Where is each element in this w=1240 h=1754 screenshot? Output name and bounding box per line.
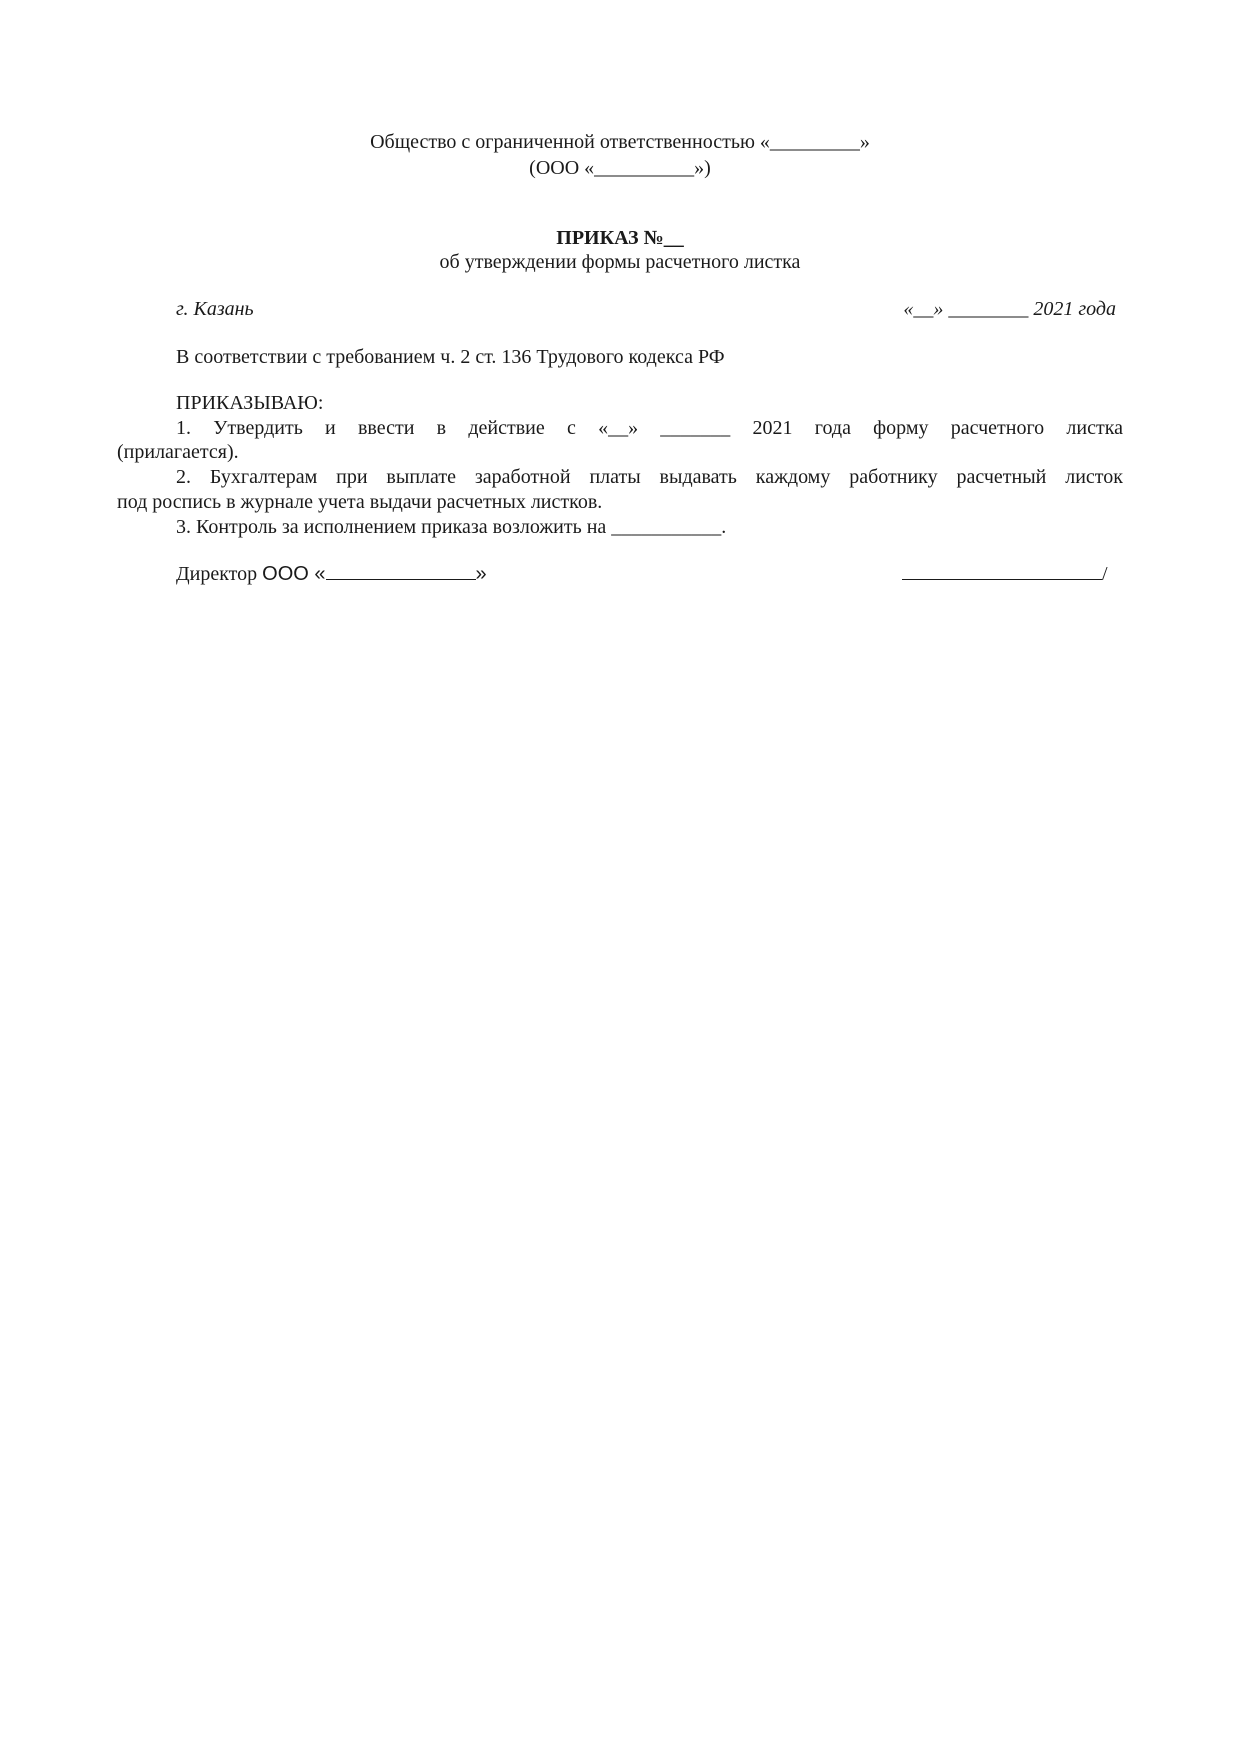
order-date: «__» ________ 2021 года bbox=[903, 298, 1116, 320]
item-1-line-2: (прилагается). bbox=[117, 441, 239, 463]
director-org: ООО « bbox=[262, 563, 326, 585]
item-2-line-2: под роспись в журнале учета выдачи расчетных листков. bbox=[117, 491, 603, 513]
org-short-name: (ООО «__________») bbox=[529, 157, 711, 179]
signature-line bbox=[902, 559, 1108, 587]
director-signature-label bbox=[176, 559, 487, 587]
org-name-blank bbox=[326, 559, 476, 580]
item-2-line-1: 2. Бухгалтерам при выплате заработной платы выдавать каждому работнику расчетный листок bbox=[176, 466, 1123, 488]
item-3: 3. Контроль за исполнением приказа возложить на ___________. bbox=[176, 516, 727, 538]
director-org-close: » bbox=[475, 563, 487, 585]
org-full-name: Общество с ограниченной ответственностью «_________» bbox=[370, 131, 870, 153]
director-title: Директор bbox=[176, 563, 263, 585]
legal-basis: В соответствии с требованием ч. 2 ст. 136 Трудового кодекса РФ bbox=[176, 346, 725, 368]
order-subject: об утверждении формы расчетного листка bbox=[439, 251, 801, 273]
item-1-line-1: 1. Утвердить и ввести в действие с «__» _______ 2021 года форму расчетного листка bbox=[176, 417, 1123, 439]
order-title: ПРИКАЗ №__ bbox=[556, 227, 684, 249]
signature-blank bbox=[902, 559, 1102, 580]
order-word: ПРИКАЗЫВАЮ: bbox=[176, 392, 324, 414]
signature-slash: / bbox=[1102, 563, 1108, 585]
city: г. Казань bbox=[176, 298, 254, 320]
